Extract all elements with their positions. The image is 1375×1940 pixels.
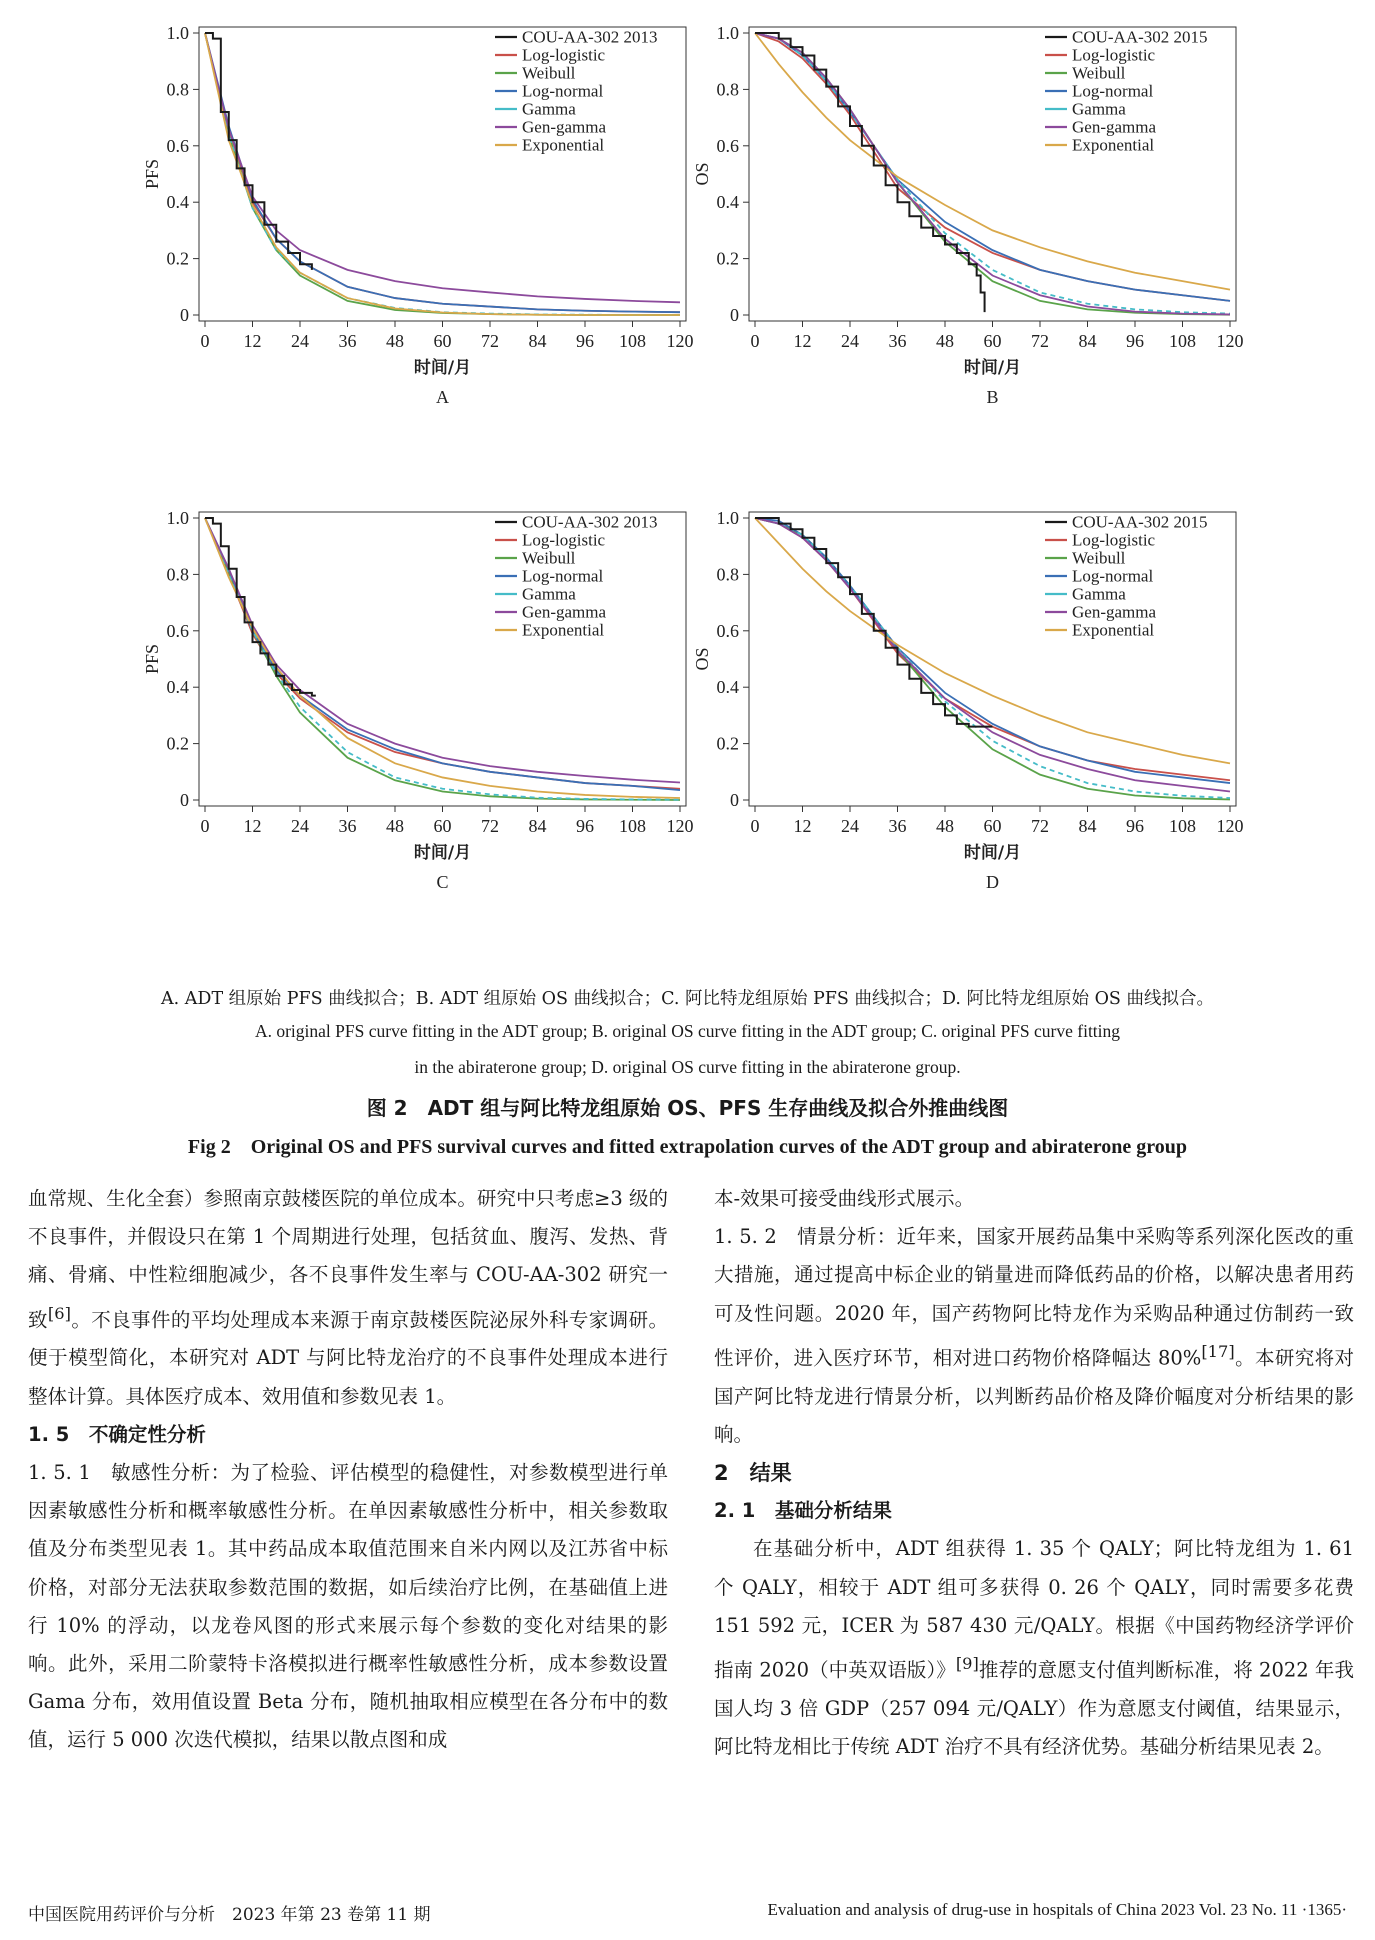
y-tick-label: 0.2 bbox=[166, 733, 189, 754]
y-tick-label: 0.4 bbox=[716, 677, 739, 698]
y-tick-label: 0.2 bbox=[716, 248, 739, 269]
x-tick-label: 12 bbox=[243, 331, 262, 351]
y-axis-label: PFS bbox=[142, 158, 162, 190]
citation: [17] bbox=[1201, 1341, 1235, 1361]
legend-entry: COU-AA-302 2013 bbox=[522, 512, 658, 532]
panel-letter: D bbox=[986, 872, 999, 892]
y-tick-label: 0.4 bbox=[166, 677, 189, 698]
x-tick-label: 48 bbox=[936, 816, 954, 836]
y-tick-label: 1.0 bbox=[166, 23, 189, 43]
legend-entry: Gamma bbox=[522, 99, 576, 119]
paragraph-text: 推荐的意愿支付值判断标准，将 2022 年我国人均 3 倍 GDP（257 094 元/QALY）作为意愿支付阈值，结果显示，阿比特龙相比于传统 ADT 治疗不具有经济优势。基础分析结果见表 2。 bbox=[714, 1658, 1354, 1758]
y-axis-label: OS bbox=[692, 647, 712, 671]
paragraph-text: 。本研究将对国产阿比特龙进行情景分析，以判断药品价格及降价幅度对分析结果的影响。 bbox=[714, 1346, 1354, 1446]
legend-entry: Log-logistic bbox=[522, 45, 606, 65]
legend-entry: Weibull bbox=[1072, 63, 1126, 83]
series-line-cou-aa-302-2013 bbox=[205, 518, 316, 696]
y-tick-label: 0.2 bbox=[716, 733, 739, 754]
paragraph bbox=[28, 1180, 668, 1416]
series-line-gamma bbox=[205, 33, 680, 315]
x-tick-label: 24 bbox=[841, 816, 859, 836]
y-tick-label: 0.4 bbox=[166, 192, 189, 213]
x-tick-label: 72 bbox=[481, 331, 499, 351]
plot-frame bbox=[199, 27, 686, 321]
citation: [6] bbox=[47, 1303, 71, 1323]
series-line-exponential bbox=[205, 518, 680, 798]
chart-panel-c bbox=[140, 500, 700, 970]
x-tick-label: 60 bbox=[983, 331, 1002, 351]
x-axis-label: 时间/月 bbox=[963, 358, 1022, 378]
legend-entry: Log-normal bbox=[1072, 81, 1154, 101]
figure-caption-cn: A. ADT 组原始 PFS 曲线拟合；B. ADT 组原始 OS 曲线拟合；C. 阿比特龙组原始 PFS 曲线拟合；D. 阿比特龙组原始 OS 曲线拟合。 bbox=[161, 989, 1214, 1009]
y-tick-label: 0.8 bbox=[716, 564, 739, 585]
chart-a-svg bbox=[140, 15, 700, 485]
series-line-cou-aa-302-2015 bbox=[755, 33, 985, 312]
paragraph bbox=[714, 1218, 1354, 1454]
chart-panel-a bbox=[140, 15, 700, 485]
legend-entry: Gen-gamma bbox=[522, 117, 607, 137]
paragraph: 本-效果可接受曲线形式展示。 bbox=[714, 1187, 975, 1210]
y-tick-label: 0.8 bbox=[716, 79, 739, 100]
series-line-log-logistic bbox=[205, 518, 680, 789]
paragraph-text: 血常规、生化全套）参照南京鼓楼医院的单位成本。研究中只考虑≥3 级的不良事件，并假设只在第 1 个周期进行处理，包括贫血、腹泻、发热、背痛、骨痛、中性粒细胞减少，各不良事件发生率与 COU-AA-302 研究一致 bbox=[28, 1187, 668, 1332]
y-axis-label: OS bbox=[692, 162, 712, 186]
x-tick-label: 36 bbox=[338, 816, 357, 836]
x-tick-label: 120 bbox=[666, 816, 694, 836]
legend-entry: Exponential bbox=[522, 620, 605, 640]
y-tick-label: 0.6 bbox=[716, 620, 739, 641]
legend-entry: Gamma bbox=[1072, 584, 1126, 604]
y-tick-label: 1.0 bbox=[716, 508, 739, 528]
series-line-log-normal bbox=[205, 33, 680, 312]
x-tick-label: 108 bbox=[1169, 331, 1196, 351]
panel-letter: C bbox=[436, 872, 449, 892]
legend-entry: Exponential bbox=[522, 135, 605, 155]
x-tick-label: 72 bbox=[1031, 816, 1049, 836]
x-tick-label: 120 bbox=[666, 331, 694, 351]
y-tick-label: 1.0 bbox=[166, 508, 189, 528]
x-tick-label: 36 bbox=[888, 331, 907, 351]
x-tick-label: 108 bbox=[619, 331, 646, 351]
citation: [9] bbox=[955, 1653, 979, 1673]
y-tick-label: 0.4 bbox=[716, 192, 739, 213]
x-tick-label: 0 bbox=[200, 331, 210, 351]
x-tick-label: 84 bbox=[528, 816, 547, 836]
series-line-log-normal bbox=[205, 518, 680, 790]
x-tick-label: 120 bbox=[1216, 331, 1244, 351]
y-tick-label: 0 bbox=[180, 790, 189, 810]
series-line-cou-aa-302-2015 bbox=[755, 518, 993, 727]
legend-entry: Log-normal bbox=[1072, 566, 1154, 586]
y-tick-label: 0.8 bbox=[166, 79, 189, 100]
y-tick-label: 0 bbox=[730, 790, 739, 810]
x-tick-label: 96 bbox=[576, 816, 594, 836]
legend-entry: Gamma bbox=[1072, 99, 1126, 119]
x-tick-label: 0 bbox=[750, 816, 760, 836]
legend-entry: Weibull bbox=[1072, 548, 1126, 568]
x-tick-label: 108 bbox=[619, 816, 646, 836]
legend-entry: COU-AA-302 2015 bbox=[1072, 512, 1208, 532]
section-heading-2: 2 结果 bbox=[714, 1460, 792, 1485]
series-line-log-logistic bbox=[205, 33, 680, 312]
legend-entry: Gen-gamma bbox=[1072, 602, 1157, 622]
y-tick-label: 0.8 bbox=[166, 564, 189, 585]
x-axis-label: 时间/月 bbox=[963, 843, 1022, 863]
legend-entry: Log-logistic bbox=[1072, 45, 1156, 65]
x-tick-label: 48 bbox=[936, 331, 954, 351]
y-tick-label: 0.6 bbox=[166, 135, 189, 156]
y-tick-label: 0 bbox=[730, 305, 739, 325]
paragraph-text: 。不良事件的平均处理成本来源于南京鼓楼医院泌尿外科专家调研。便于模型简化，本研究对 ADT 与阿比特龙治疗的不良事件处理成本进行整体计算。具体医疗成本、效用值和参数见表 1。 bbox=[28, 1308, 668, 1408]
y-tick-label: 0 bbox=[180, 305, 189, 325]
y-tick-label: 0.6 bbox=[166, 620, 189, 641]
x-tick-label: 36 bbox=[888, 816, 907, 836]
y-tick-label: 0.6 bbox=[716, 135, 739, 156]
y-axis-label: PFS bbox=[142, 643, 162, 675]
x-tick-label: 36 bbox=[338, 331, 357, 351]
series-line-gen-gamma bbox=[205, 518, 680, 783]
x-tick-label: 120 bbox=[1216, 816, 1244, 836]
x-tick-label: 96 bbox=[576, 331, 594, 351]
legend-entry: Log-logistic bbox=[522, 530, 606, 550]
paragraph: 1. 5. 1 敏感性分析：为了检验、评估模型的稳健性，对参数模型进行单因素敏感性分析和概率敏感性分析。在单因素敏感性分析中，相关参数取值及分布类型见表 1。其中药品成本取值范围来自米内网以及江苏省中标价格，对部分无法获取参数范围的数据，如后续治疗比例，在基础值上进行 10% 的浮动，以龙卷风图的形式来展示每个参数的变化对结果的影响。此外，采用二阶蒙特卡洛模拟进行概率性敏感性分析，成本参数设置 Gama 分布，效用值设置 Beta 分布，随机抽取相应模型在各分布中的数值，运行 5 000 次迭代模拟，结果以散点图和成 bbox=[28, 1460, 668, 1752]
x-tick-label: 96 bbox=[1126, 816, 1144, 836]
legend-entry: Log-normal bbox=[522, 81, 604, 101]
x-tick-label: 72 bbox=[1031, 331, 1049, 351]
chart-d-svg bbox=[690, 500, 1250, 970]
x-tick-label: 24 bbox=[291, 816, 309, 836]
x-tick-label: 12 bbox=[793, 331, 812, 351]
footer-journal-cn: 中国医院用药评价与分析 2023 年第 23 卷第 11 期 bbox=[28, 1905, 431, 1925]
section-heading-1-5: 1. 5 不确定性分析 bbox=[28, 1422, 206, 1446]
x-tick-label: 0 bbox=[750, 331, 760, 351]
x-tick-label: 108 bbox=[1169, 816, 1196, 836]
chart-panel-d bbox=[690, 500, 1250, 970]
x-tick-label: 84 bbox=[1078, 816, 1097, 836]
x-tick-label: 60 bbox=[983, 816, 1002, 836]
legend-entry: Exponential bbox=[1072, 620, 1155, 640]
footer-journal-en: Evaluation and analysis of drug-use in hospitals of China 2023 Vol. 23 No. 11 ·1365· bbox=[767, 1900, 1347, 1919]
paragraph bbox=[714, 1530, 1354, 1766]
panel-letter: B bbox=[986, 387, 999, 407]
section-heading-2-1: 2. 1 基础分析结果 bbox=[714, 1499, 892, 1523]
chart-b-svg bbox=[690, 15, 1250, 485]
x-tick-label: 24 bbox=[291, 331, 309, 351]
legend-entry: Gen-gamma bbox=[1072, 117, 1157, 137]
chart-c-svg bbox=[140, 500, 700, 970]
x-tick-label: 60 bbox=[433, 331, 452, 351]
legend-entry: Gen-gamma bbox=[522, 602, 607, 622]
x-tick-label: 12 bbox=[793, 816, 812, 836]
body-column-right bbox=[714, 1180, 1354, 1766]
legend-entry: Log-logistic bbox=[1072, 530, 1156, 550]
y-tick-label: 1.0 bbox=[716, 23, 739, 43]
x-tick-label: 72 bbox=[481, 816, 499, 836]
series-line-exponential bbox=[205, 33, 680, 315]
paragraph-text: 1. 5. 2 情景分析：近年来，国家开展药品集中采购等系列深化医改的重大措施，通过提高中标企业的销量进而降低药品的价格，以解决患者用药可及性问题。2020 年，国产药物阿比特龙作为采购品种通过仿制药一致性评价，进入医疗环节，相对进口药物价格降幅达 80% bbox=[714, 1225, 1354, 1370]
body-column-left bbox=[28, 1180, 668, 1760]
series-line-cou-aa-302-2013 bbox=[205, 33, 312, 270]
x-tick-label: 48 bbox=[386, 331, 404, 351]
x-tick-label: 12 bbox=[243, 816, 262, 836]
x-tick-label: 96 bbox=[1126, 331, 1144, 351]
figure-title-cn: 图 2 ADT 组与阿比特龙组原始 OS、PFS 生存曲线及拟合外推曲线图 bbox=[366, 1096, 1009, 1120]
legend-entry: Weibull bbox=[522, 63, 576, 83]
chart-panel-b bbox=[690, 15, 1250, 485]
x-tick-label: 24 bbox=[841, 331, 859, 351]
legend-entry: Log-normal bbox=[522, 566, 604, 586]
series-line-gen-gamma bbox=[205, 33, 680, 302]
panel-letter: A bbox=[436, 387, 449, 407]
legend-entry: Weibull bbox=[522, 548, 576, 568]
x-tick-label: 60 bbox=[433, 816, 452, 836]
legend-entry: Gamma bbox=[522, 584, 576, 604]
legend-entry: COU-AA-302 2015 bbox=[1072, 27, 1208, 47]
x-tick-label: 48 bbox=[386, 816, 404, 836]
x-tick-label: 84 bbox=[528, 331, 547, 351]
figure-title-en: Fig 2 Original OS and PFS survival curves and fitted extrapolation curves of the ADT group and abiraterone group bbox=[187, 1136, 1188, 1158]
x-axis-label: 时间/月 bbox=[413, 843, 472, 863]
x-tick-label: 84 bbox=[1078, 331, 1097, 351]
paragraph-text: 在基础分析中，ADT 组获得 1. 35 个 QALY；阿比特龙组为 1. 61 个 QALY，相较于 ADT 组可多获得 0. 26 个 QALY，同时需要多花费 151 592 元，ICER 为 587 430 元/QALY。根据《中国药物经济学评价指南 2020（中英双语版）》 bbox=[714, 1537, 1354, 1682]
legend-entry: COU-AA-302 2013 bbox=[522, 27, 658, 47]
y-tick-label: 0.2 bbox=[166, 248, 189, 269]
series-line-weibull bbox=[205, 33, 680, 315]
x-tick-label: 0 bbox=[200, 816, 210, 836]
x-axis-label: 时间/月 bbox=[413, 358, 472, 378]
legend-entry: Exponential bbox=[1072, 135, 1155, 155]
figure-caption-en-line1: A. original PFS curve fitting in the ADT group; B. original OS curve fitting in the ADT group; C. original PFS curve fitting bbox=[254, 1021, 1121, 1041]
figure-caption-en-line2: in the abiraterone group; D. original OS curve fitting in the abiraterone group. bbox=[414, 1057, 961, 1077]
